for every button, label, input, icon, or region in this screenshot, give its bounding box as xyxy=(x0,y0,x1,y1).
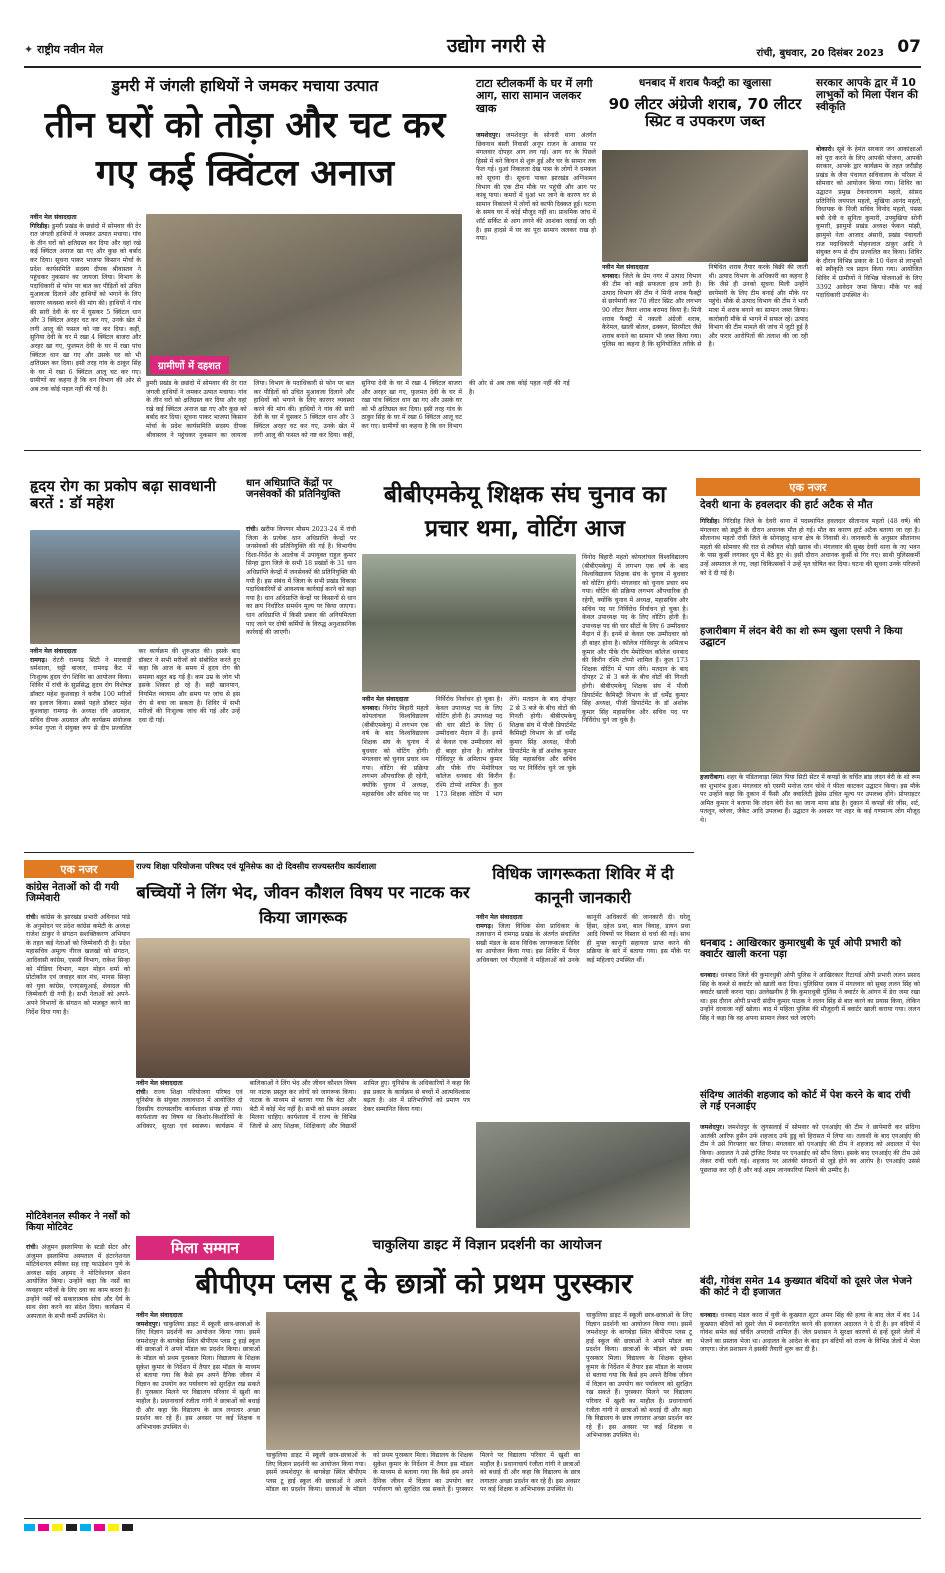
congress-headline: कांग्रेस नेताओं को दी गयी जिम्मेवारी xyxy=(26,882,119,905)
hazaribagh-photo-inauguration xyxy=(700,660,920,772)
bbmku-body-b: विनोद बिहारी महतो कोयलांचल विश्वविद्यालय (बीबीएमकेयू) में लगभग एक वर्ष के बाद विश्वविद्यालय शिक्षक संघ के चुनाव में बुधवार को वोटिंग होगी। मंगलवार को चुनाव प्रचार थम गया। वोटिंग की प्रक्रिया लगभग औपचारिक ही रहेगी, क्योंकि चुनाव में अध्यक्ष, महासचिव और सचिव पद पर निर्विरोध निर्वाचन हो चुका है। केवल उपाध्यक्ष पद के लिए वोटिंग होनी है। उपाध्यक्ष पद की चार सीटों के लिए 6 उम्मीदवार मैदान में हैं। इनमें से केवल एक उम्मीदवार को ही बाहर होना है। कॉलेज गोविंदपुर के अमिताभ कुमार और पीके रॉय मेमोरियल कॉलेज धनबाद की किरीन रश्मि टोप्पो शामिल हैं। कुल 173 शिक्षक वोटिंग में भाग लेंगे। मतदान के बाद दोपहर 2 से 3 बजे के बीच वोटों की गिनती होगी। बीबीएमकेयू शिक्षक संघ में पीजी डिपार्टमेंट कैमिस्ट्री विभाग के डॉ धर्मेंद्र कुमार सिंह अध्यक्ष, पीजी डिपार्टमेंट के डॉ अशोक कुमार सिंह महासचिव और सचिव पद पर निर्विरोध चुने जा चुके हैं। xyxy=(582,554,688,725)
bbmku-body: नवीन मेल संवाददाता धनबाद। विनोद बिहारी महतो कोयलांचल विश्वविद्यालय (बीबीएमकेयू) में लगभग एक वर्ष के बाद विश्वविद्यालय शिक्षक संघ के चुनाव में बुधवार को वोटिंग होगी। मंगलवार को चुनाव प्रचार थम गया। वोटिंग की प्रक्रिया लगभग औपचारिक ही रहेगी, क्योंकि चुनाव में अध्यक्ष, महासचिव और सचिव पद पर निर्विरोध निर्वाचन हो चुका है। केवल उपाध्यक्ष पद के लिए वोटिंग होनी है। उपाध्यक्ष पद की चार सीटों के लिए 6 उम्मीदवार मैदान में हैं। इनमें से केवल एक उम्मीदवार को ही बाहर होना है। कॉलेज गोविंदपुर के अमिताभ कुमार और पीके रॉय मेमोरियल कॉलेज धनबाद की किरीन रश्मि टोप्पो शामिल हैं। कुल 173 शिक्षक वोटिंग में भाग लेंगे। मतदान के बाद दोपहर 2 से 3 बजे के बीच वोटों की गिनती होगी। बीबीएमकेयू शिक्षक संघ में पीजी डिपार्टमेंट कैमिस्ट्री विभाग के डॉ धर्मेंद्र कुमार सिंह अध्यक्ष, पीजी डिपार्टमेंट के डॉ अशोक कुमार सिंह महासचिव और सचिव पद पर निर्विरोध चुने जा चुके हैं। xyxy=(362,696,576,798)
kumardhubi-headline: धनबाद : आखिरकार कुमारधुबी के पूर्व ओपी प्रभारी को क्वार्टर खाली करना पड़ा xyxy=(700,938,902,961)
science-body-a: नवीन मेल संवाददाता जमशेदपुर। चाकुलिया डाइट में स्कूली छात्र-छात्राओं के लिए विज्ञान प्रदर्शनी का आयोजन किया गया। इसमें जमशेदपुर के बागबेड़ा स्थित बीपीएम प्लस टू हाई स्कूल की छात्राओं ने अपने मॉडल का प्रदर्शन किया। छात्राओं के मॉडल को प्रथम पुरस्कार मिला। विद्यालय के शिक्षक सुकेश कुमार के निर्देशन में तैयार इस मॉडल के माध्यम से बताया गया कि कैसे हम अपने दैनिक जीवन में विज्ञान का उपयोग कर पर्यावरण को सुरक्षित रख सकते हैं। पुरस्कार मिलने पर विद्यालय परिवार में खुशी का माहौल है। प्रधानाचार्य रंजीता गांगी ने छात्राओं को बधाई दी और कहा कि विद्यालय के छात्र लगातार अच्छा प्रदर्शन कर रहे हैं। इस अवसर पर कई शिक्षक व अभिभावक उपस्थित थे। xyxy=(136,1312,260,1431)
motivational-headline: मोटिवेशनल स्पीकर ने नर्सों को किया मोटिवेट xyxy=(26,1211,130,1233)
lead-body-a: नवीन मेल संवाददाता गिरिडीह। डुमरी प्रखंड के छछंदो में सोमवार की देर रात जंगली हाथियों ने जमकर उत्पात मचाया। गांव के तीन घरों को क्षतिग्रस्त कर दिया और वहां रखे कई क्विंटल अनाज खा गए और कुछ को बर्बाद कर दिया। सूचना पाकर भाजपा किसान मोर्चा के प्रदेश कार्यसमिति सदस्य दीपक श्रीवास्तव ने पहुंचकर नुकसान का जायजा लिया। विभाग के पदाधिकारी से फोन पर बात कर पीड़ितों को उचित मुआवजा दिलाने और हाथियों को भगाने के लिए कारगर व्यवस्था करने की मांग की। हाथियों ने गांव की सारी देवी के घर में घुसकर 5 क्विंटल धान और 3 क्विंटल अरहर चट कर गए, उनके खेत में लगी आलू की फसल को नष्ट कर दिया। कहीं, सुनिया देवी के घर में रखा 4 क्विंटल बाजरा और अरहर खा गए, फुलमत देवी के घर में रखा पांच क्विंटल धान खा गए और उसके घर को भी क्षतिग्रस्त कर दिया। इसी तरह गांव के ठाकुर सिंह के घर में रखा 6 क्विंटल आलू चट कर गए। ग्रामीणों का कहना है कि वन विभाग की ओर से अब तक कोई पहल नहीं की गई है। xyxy=(30,214,141,393)
congress-body: रांची। कांग्रेस के झारखंड प्रभारी अविनाश पांडे के अनुमोदन पर प्रदेश कांग्रेस कमेटी के अध्यक्ष राजेश ठाकुर ने संगठन सशक्तिकरण अभियान के तहत कई नेताओं को जिम्मेवारी दी है। प्रदेश महासचिव अमूल्य नीरज खलखो को संगठन, आदिवासी कांग्रेस, एससी विभाग, राकेश सिन्हा को मीडिया विभाग, मदन मोहन शर्मा को प्रोटोकॉल एवं जवाहर बाल मंच, मानस सिन्हा को युवा कांग्रेस, एनएसयूआई, सेवादल की जिम्मेवारी दी गयी है। सभी नेताओं को अपने-अपने विभागों के संगठन को मजबूत करने का निर्देश दिया गया है। xyxy=(26,914,131,1016)
devri-body: गिरिडीह। गिरिडीह जिले के देवरी थाना में पदस्थापित हवलदार सीतानाथ महतो (48 वर्ष) की मंगलवार को ड्यूटी के दौरान अचानक मौत हो गई। मौत का कारण हार्ट अटैक बताया जा रहा है। सीतानाथ महतो रांची जिले के सोनाहातु थाना क्षेत्र के निवासी थे। जानकारी के अनुसार सीतानाथ महतो की सोमवार की रात से तबीयत थोड़ी खराब थी। मंगलवार की सुबह देवरी थाना के नए भवन के पास कुर्सी लगाकर धूप में बैठे हुए थे। इसी दौरान अचानक कुर्सी से गिर गए। साथी पुलिसकर्मी उन्हें अस्पताल ले गए, जहां चिकित्सकों ने उन्हें मृत घोषित कर दिया। घटना की सूचना उनके परिजनों को दे दी गई है। xyxy=(700,518,920,577)
sarkar-body: बोकारो। सूबे के हेमंत सरकार जन आकांक्षाओं को पूरा करने के लिए आपकी योजना, आपकी सरकार, आपके द्वार कार्यक्रम के तहत जरीडीह प्रखंड के जैना पंचायत सचिवालय के परिसर में सोमवार को आयोजन किया गया। शिविर का उद्घाटन प्रमुख टेकनारायण महतो, सांसद प्रतिनिधि जयपाल महतो, मुखिया आनंद महतो, विधायक के निजी सचिव विनोद महतो, पंसस बबी देवी व सुनिता कुमारी, उपमुखिया सोनी कुमारी, झामुमो प्रखंड अध्यक्ष फेकन मांझी, झामुमो नेता आजाद अंसारी, प्रखंड पंचायती राज पदाधिकारी मोहनलाल ठाकुर आदि ने संयुक्त रूप से दीप प्रज्वलित कर किया। शिविर के दौरान विभिन्न प्रकार के 10 पेंशन से लाभुकों को स्वीकृति पत्र प्रदान किया गया। आयोजित शिविर में ग्रामीणों ने विभिन्न योजनाओं के लिए 3392 आवेदन जमा किया। मौके पर कई पदाधिकारी उपस्थित थे। xyxy=(816,146,922,300)
unicef-body: नवीन मेल संवाददाता रांची। राज्य शिक्षा परियोजना परिषद एवं यूनिसेफ के संयुक्त तत्वावधान में आयोजित दो दिवसीय राज्यस्तरीय कार्यशाला संपन्न हो गया। कार्यशाला का विषय था किशोर-किशोरियों के अधिकार, सुरक्षा एवं स्वास्थ्य। कार्यक्रम में बालिकाओं ने लिंग भेद और जीवन कौशल विषय पर नाटक प्रस्तुत कर लोगों को जागरूक किया। नाटक के माध्यम से बताया गया कि बेटा और बेटी में कोई भेद नहीं है। सभी को समान अवसर मिलना चाहिए। कार्यशाला में राज्य के विभिन्न जिलों से आए शिक्षक, शिक्षिकाएं और विद्यार्थी शामिल हुए। यूनिसेफ के अधिकारियों ने कहा कि इस प्रकार के कार्यक्रम से बच्चों में आत्मविश्वास बढ़ता है। अंत में प्रतिभागियों को प्रमाण पत्र देकर सम्मानित किया गया। xyxy=(136,1080,470,1130)
heart-photo-camp xyxy=(30,530,240,644)
footer-rule xyxy=(24,1518,921,1519)
page-number: 07 xyxy=(897,37,921,57)
ek-nazar-label-left: एक नजर xyxy=(24,860,134,878)
unicef-kicker: राज्य शिक्षा परियोजना परिषद एवं यूनिसेफ का दो दिवसीय राज्यस्तरीय कार्यशाला xyxy=(136,861,377,871)
unicef-photo-workshop xyxy=(136,938,470,1078)
bbmku-photo-teachers xyxy=(362,554,576,692)
masthead xyxy=(24,34,921,66)
devri-headline: देवरी थाना के हवलदार की हार्ट अटैक से मौत xyxy=(700,499,873,511)
tata-headline: टाटा स्टीलकर्मी के घर में लगी आग, सारा सामान जलकर खाक xyxy=(476,77,593,115)
dhanbad-headline: 90 लीटर अंग्रेजी शराब, 70 लीटर स्प्रिट व उपकरण जब्त xyxy=(608,95,802,130)
heart-body: नवीन मेल संवाददाता रामगढ़। रोटरी रामगढ़ सिटी ने मारवाड़ी धर्मशाला, चट्टी बाजार, रामगढ़ कैंट में निःशुल्क हृदय रोग शिविर का आयोजन किया। शिविर में रांची के सुप्रसिद्ध हृदय रोग विशेषज्ञ डॉक्टर महेश कुशवाहा ने करीब 100 मरीजों का इलाज किया। सबसे पहले डॉक्टर महेश कुशवाहा रामगढ़ के अध्यक्ष रवि अग्रवाल, सचिव दीपक अग्रवाल और कार्यक्रम संयोजक रूपेश गुप्ता ने संयुक्त रूप से दीप प्रज्वलित कर कार्यक्रम की शुरुआत की। इसके बाद डॉक्टर ने सभी मरीजों को संबोधित करते हुए कहा कि आज के समय में हृदय रोग की समस्या बहुत बढ़ गई है। कम उम्र के लोग भी इसके शिकार हो रहे हैं। सही खानपान, नियमित व्यायाम और समय पर जांच से इस रोग से बचा जा सकता है। शिविर में सभी मरीजों की निःशुल्क जांच की गई और उन्हें दवा दी गई। xyxy=(30,648,240,733)
sarkar-headline: सरकार आपके द्वार में 10 लाभुकों को मिला पेंशन की स्वीकृति xyxy=(816,77,918,113)
bandi-headline: बंदी, गोवंश समेत 14 कुख्यात बंदियों को दूसरे जेल भेजने की कोर्ट ने दी इजाजत xyxy=(700,1276,912,1299)
lead-headline: तीन घरों को तोड़ा और चट कर गए कई क्विंटल अनाज xyxy=(44,105,446,194)
science-body-b: चाकुलिया डाइट में स्कूली छात्र-छात्राओं के लिए विज्ञान प्रदर्शनी का आयोजन किया गया। इसमें जमशेदपुर के बागबेड़ा स्थित बीपीएम प्लस टू हाई स्कूल की छात्राओं ने अपने मॉडल का प्रदर्शन किया। छात्राओं के मॉडल को प्रथम पुरस्कार मिला। विद्यालय के शिक्षक सुकेश कुमार के निर्देशन में तैयार इस मॉडल के माध्यम से बताया गया कि कैसे हम अपने दैनिक जीवन में विज्ञान का उपयोग कर पर्यावरण को सुरक्षित रख सकते हैं। पुरस्कार मिलने पर विद्यालय परिवार में खुशी का माहौल है। प्रधानाचार्य रंजीता गांगी ने छात्राओं को बधाई दी और कहा कि विद्यालय के छात्र लगातार अच्छा प्रदर्शन कर रहे हैं। इस अवसर पर कई शिक्षक व अभिभावक उपस्थित थे। xyxy=(266,1452,580,1494)
nia-headline: संदिग्ध आतंकी शहजाद को कोर्ट में पेश करने के बाद रांची ले गई एनआईए xyxy=(700,1090,911,1113)
tata-body: जमशेदपुर। जमशेदपुर के सोनारी थाना अंतर्गत छिवनाथ बस्ती निवासी अनूप राजन के आवास पर मंगलवार दोपहर आग लग गई। आग घर के पिछले हिस्से में बने किचन से शुरू हुई और घर के सामान तक फैल गई। धुआं निकलता देख पास के लोगों ने दमकल को सूचना दी। सूचना पाकर झारखंड अग्निशमन विभाग की एक टीम मौके पर पहुंची और आग पर काबू पाया। कमरों में धुआं भर जाने के कारण घर से सामान निकालने में लोगों को काफी दिक्कत हुई। घटना के समय घर में कोई मौजूद नहीं था। प्राथमिक जांच में शॉर्ट सर्किट से आग लगने की आशंका जताई जा रही है। इस हादसे में घर का पूरा सामान जलकर राख हो गया। xyxy=(476,132,596,243)
dhanbad-body: नवीन मेल संवाददाता धनबाद। जिले के प्रेम नगर में उत्पाद विभाग की टीम को बड़ी सफलता हाथ लगी है। उत्पाद विभाग की टीम ने मिनी शराब फैक्ट्री से छापेमारी कर 70 लीटर स्प्रिट और लगभग 90 लीटर तैयार शराब बरामद किया है। मिनी शराब फैक्ट्री में नकली अंग्रेजी शराब, कैरेमल, खाली बोतल, ढक्कन, सिरमीटर जैसे शराब बनाने का सामान भी जब्त किया गया। पुलिस का कहना है कि सुनियोजित तरीके से निषेधित शराब तैयार करके बिक्री की जाती थी। उत्पाद विभाग के अधिकारी का कहना है कि जैसे ही उनको सूचना मिली उन्होंने छापेमारी के लिए टीम बनाई और मौके पर पहुंचे। मौके से उत्पाद विभाग की टीम ने भारी मात्रा में शराब बनाने का सामान जब्त किया। कारोबारी मौके से भागने में सफल रहे। उत्पाद विभाग की टीम मामले की जांच में जुटी हुई है और फरार आरोपितों की तलाश की जा रही है। xyxy=(602,264,808,349)
lead-photo-elephant-damage xyxy=(146,214,462,376)
dateline: रांची, बुधवार, 20 दिसंबर 2023 xyxy=(756,48,884,59)
heart-headline: हृदय रोग का प्रकोप बढ़ा सावधानी बरतें : डॉ महेश xyxy=(30,477,216,512)
row1-rule xyxy=(24,450,921,451)
dhanbad-photo-seized-liquor xyxy=(602,150,808,262)
science-body-c: चाकुलिया डाइट में स्कूली छात्र-छात्राओं के लिए विज्ञान प्रदर्शनी का आयोजन किया गया। इसमें जमशेदपुर के बागबेड़ा स्थित बीपीएम प्लस टू हाई स्कूल की छात्राओं ने अपने मॉडल का प्रदर्शन किया। छात्राओं के मॉडल को प्रथम पुरस्कार मिला। विद्यालय के शिक्षक सुकेश कुमार के निर्देशन में तैयार इस मॉडल के माध्यम से बताया गया कि कैसे हम अपने दैनिक जीवन में विज्ञान का उपयोग कर पर्यावरण को सुरक्षित रख सकते हैं। पुरस्कार मिलने पर विद्यालय परिवार में खुशी का माहौल है। प्रधानाचार्य रंजीता गांगी ने छात्राओं को बधाई दी और कहा कि विद्यालय के छात्र लगातार अच्छा प्रदर्शन कर रहे हैं। इस अवसर पर कई शिक्षक व अभिभावक उपस्थित थे। xyxy=(586,1312,692,1440)
row2-rule xyxy=(24,852,694,853)
dhan-body: रांची। खरीफ विपणन मौसम 2023-24 में रांची जिला के प्रत्येक धान अधिप्राप्ति केन्द्रों पर जनसेवकों की प्रतिनियुक्ति की गई है। विभागीय दिशा-निर्देश के आलोक में उपायुक्त राहुल कुमार सिन्हा द्वारा जिले के सभी 18 प्रखंडों के 31 धान अधिप्राप्ति केन्द्रों में जनसेवकों की प्रतिनियुक्ति की गयी है। इस संबंध में जिला के सभी प्रखंड विकास पदाधिकारियों से आवश्यक कार्रवाई करने को कहा गया है। धान अधिप्राप्ति केन्द्रों पर किसानों से धान का क्रय निर्धारित समर्थन मूल्य पर किया जाएगा। धान अधिप्राप्ति में किसी प्रकार की अनियमितता पाए जाने पर दोषी कर्मियों के विरुद्ध अनुशासनिक कार्रवाई की जाएगी। xyxy=(246,526,357,637)
vidhik-photo-camp xyxy=(476,1122,690,1228)
hazaribagh-headline: हजारीबाग में लंदन बेरी का शो रूम खुला एसपी ने किया उद्घाटन xyxy=(700,626,903,649)
bbmku-headline: बीबीएमकेयू शिक्षक संघ चुनाव का प्रचार थमा, वोटिंग आज xyxy=(383,482,667,542)
lead-photo-caption: ग्रामीणों में दहशत xyxy=(150,356,229,374)
lead-body-b: डुमरी प्रखंड के छछंदो में सोमवार की देर रात जंगली हाथियों ने जमकर उत्पात मचाया। गांव के तीन घरों को क्षतिग्रस्त कर दिया और वहां रखे कई क्विंटल अनाज खा गए और कुछ को बर्बाद कर दिया। सूचना पाकर भाजपा किसान मोर्चा के प्रदेश कार्यसमिति सदस्य दीपक श्रीवास्तव ने पहुंचकर नुकसान का जायजा लिया। विभाग के पदाधिकारी से फोन पर बात कर पीड़ितों को उचित मुआवजा दिलाने और हाथियों को भगाने के लिए कारगर व्यवस्था करने की मांग की। हाथियों ने गांव की सारी देवी के घर में घुसकर 5 क्विंटल धान और 3 क्विंटल अरहर चट कर गए, उनके खेत में लगी आलू की फसल को नष्ट कर दिया। कहीं, सुनिया देवी के घर में रखा 4 क्विंटल बाजरा और अरहर खा गए, फुलमत देवी के घर में रखा पांच क्विंटल धान खा गए और उसके घर को भी क्षतिग्रस्त कर दिया। इसी तरह गांव के ठाकुर सिंह के घर में रखा 6 क्विंटल आलू चट कर गए। ग्रामीणों का कहना है कि वन विभाग की ओर से अब तक कोई पहल नहीं की गई है। xyxy=(146,380,570,439)
masthead-logo: ✦ राष्ट्रीय नवीन मेल xyxy=(24,43,103,56)
dhan-headline: धान अधिप्राप्ति केंद्रों पर जनसेवकों की प्रतिनियुक्ति xyxy=(246,478,341,501)
section-title: उद्योग नगरी से xyxy=(446,35,545,57)
ek-nazar-label-right: एक नजर xyxy=(696,478,920,496)
dhanbad-kicker: धनबाद में शराब फैक्ट्री का खुलासा xyxy=(638,77,772,89)
science-headline: बीपीएम प्लस टू के छात्रों को प्रथम पुरस्कार xyxy=(195,1267,633,1300)
nia-body: जमशेदपुर। जमशेदपुर के जुगसलाई में सोमवार को एनआईए की टीम ने छापेमारी कर संदिग्ध आतंकी आरिफ हुसैन उर्फ शहजाद उर्फ डुडू को हिरासत में लिया था। तलाशी के बाद एनआईए की टीम ने उसे गिरफ्तार कर लिया। मंगलवार को एनआईए की टीम ने शहजाद को अदालत में पेश किया। अदालत ने उसे ट्रांजिट रिमांड पर एनआईए को सौंप दिया। इसके बाद एनआईए की टीम उसे लेकर रांची चली गई। शहजाद पर आतंकी संगठनों से जुड़े होने का आरोप है। एनआईए उससे पूछताछ कर रही है और कई अहम जानकारियां मिलने की उम्मीद है। xyxy=(700,1124,920,1174)
masthead-rule xyxy=(24,66,921,68)
science-kicker: चाकुलिया डाइट में विज्ञान प्रदर्शनी का आयोजन xyxy=(372,1237,602,1253)
hazaribagh-body: हजारीबाग। शहर के पंडितावाड़ा स्थित पिया सिटी सेंटर में कपड़ों के चर्चित ब्रांड लंदन बेरी के शो रूम का शुभारंभ हुआ। मंगलवार को एसपी मनोज रतन चोथे ने फीता काटकर उद्घाटन किया। इस मौके पर उन्होंने कहा कि दुकान में फैंसी और क्वालिटी ड्रेसेस उचित मूल्य पर उपलब्ध होंगे। प्रोपराइटर अमित कुमार ने बताया कि लंदन बेरी देश का जाना माना ब्रांड है। दुकान में कपड़ों की जींस, शर्ट, पतलून, ब्लेजर, जैकेट आदि उपलब्ध हैं। उद्घाटन के अवसर पर शहर के कई गणमान्य लोग मौजूद थे। xyxy=(700,774,920,824)
lead-kicker: डुमरी में जंगली हाथियों ने जमकर मचाया उत्पात xyxy=(111,77,379,95)
unicef-headline: बच्चियों ने लिंग भेद, जीवन कौशल विषय पर नाटक कर किया जागरूक xyxy=(136,883,470,927)
mila-samman-label: मिला सम्मान xyxy=(136,1236,274,1260)
vidhik-headline: विधिक जागरूकता शिविर में दी कानूनी जानकारी xyxy=(492,864,674,907)
motivational-body: रांची। अंजुमन इस्लामिया के स्टडी सेंटर और अंजुमन इस्लामिया अस्पताल में इंटरनेशनल मोटिवेशनल स्पीकर सह राष्ट्र फाउंडेशन पुणे के अध्यक्ष सईद अहमद ने मोटिवेशनल सेशन आयोजित किया। उन्होंने कहा कि नर्सों का व्यवहार मरीजों के लिए दवा का काम करता है। उन्होंने नर्सों को सकारात्मक सोच और धैर्य के साथ सेवा करने का संदेश दिया। कार्यक्रम में अस्पताल के सभी कर्मी उपस्थित थे। xyxy=(26,1244,131,1320)
color-registration-strip xyxy=(24,1524,921,1532)
science-photo-students xyxy=(266,1312,580,1450)
bird-logo-icon: ✦ xyxy=(24,43,34,56)
kumardhubi-body: धनबाद। धनबाद जिले की कुमारधुबी ओपी पुलिस ने आखिरकार रिटायर्ड ओपी प्रभारी ललन प्रसाद सिंह के कब्जे से क्वार्टर को खाली करा दिया। पुलिसिया दबाव में मंगलवार को सुबह ललन सिंह को क्वार्टर खाली करना पड़ा। उल्लेखनीय है कि कुमारधुबी पुलिस ने क्वार्टर के आंगन में डेरा जमा रखा था। इस दौरान ओपी प्रभारी संदीप कुमार पाठक ने ललन सिंह से बात करने का प्रयास किया, लेकिन उन्होंने दरवाजा नहीं खोला। बाद में महिला पुलिस की मौजूदगी में क्वार्टर खाली कराया गया। ललन सिंह ने कहा कि वह अपना सामान लेकर चले जाएंगे। xyxy=(700,972,920,1022)
bandi-body: धनबाद। धनबाद मंडल कारा में युवी के कुख्यात शूटर अमन सिंह की हत्या के बाद जेल में बंद 14 कुख्यात बंदियों को दूसरे जेल में स्थानांतरित करने की इजाजत अदालत ने दे दी है। इन बंदियों में गोवंश समेत कई चर्चित अपराधी शामिल हैं। जेल प्रशासन ने सुरक्षा कारणों से इन्हें दूसरे जेलों में भेजने का प्रस्ताव भेजा था। अदालत के आदेश के बाद इन बंदियों को राज्य के विभिन्न जेलों में भेजा जाएगा। जेल प्रशासन ने इसकी तैयारी शुरू कर दी है। xyxy=(700,1312,920,1354)
vidhik-body: नवीन मेल संवाददाता रामगढ़। जिला विधिक सेवा प्राधिकार के तत्वाधान में रामगढ़ प्रखंड के अंतर्गत संचालित सखी मंडल के साथ विधिक जागरूकता शिविर का आयोजन किया गया। इस शिविर में पैनल अधिवक्ता एवं पीएलवी ने महिलाओं को उनके कानूनी अधिकारों की जानकारी दी। घरेलू हिंसा, दहेज प्रथा, बाल विवाह, डायन प्रथा आदि विषयों पर विस्तार से चर्चा की गई। साथ ही मुफ्त कानूनी सहायता प्राप्त करने की प्रक्रिया के बारे में बताया गया। इस मौके पर कई महिलाएं उपस्थित थीं। xyxy=(476,914,690,964)
